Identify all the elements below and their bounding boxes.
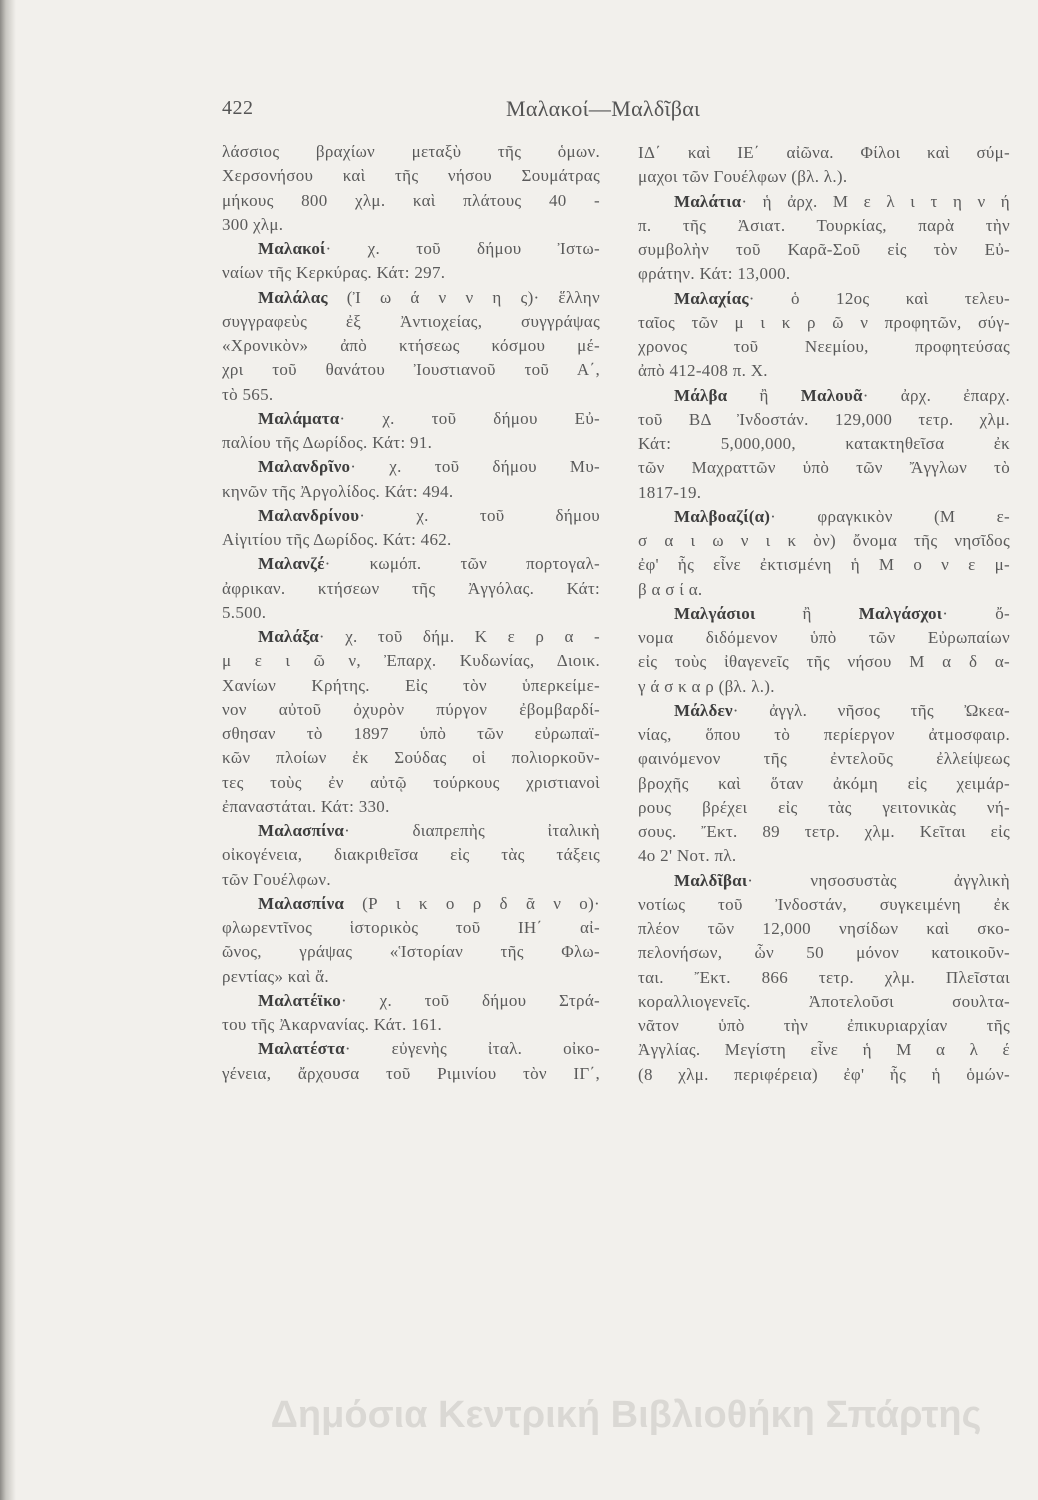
entry-line xyxy=(222,892,600,916)
text-line: «Χρονικὸν» ἀπὸ κτήσεως κόσμου μέ- xyxy=(222,336,600,355)
entry-text: ἢ xyxy=(727,385,801,405)
entry-text: · κωμόπ. τῶν πορτογαλ- xyxy=(324,554,600,574)
text-line: σ α ι ω ν ι κ ὸν) ὄνομα τῆς νησῖδος xyxy=(638,531,1010,550)
text-line: ἐπαναστάται. Κάτ: 330. xyxy=(222,796,390,816)
entry-text: · χ. τοῦ δήμου xyxy=(359,505,600,525)
text-line: πελονήσων, ὧν 50 μόνον κατοικοῦν- xyxy=(638,943,1010,963)
entry-headword: Μαλακοί xyxy=(258,239,326,258)
entry-line xyxy=(222,504,600,528)
entry-text: · χ. τοῦ δήμου Μυ- xyxy=(350,457,600,477)
text-line: μαχοι τῶν Γουέλφων (βλ. λ.). xyxy=(638,167,848,187)
text-line: μ ε ι ῶ ν, Ἐπαρχ. Κυδωνίας, Διοικ. xyxy=(222,651,600,671)
text-line: χρι τοῦ θανάτου Ἰουστιανοῦ τοῦ Α΄, xyxy=(222,360,600,380)
entry-text: · φραγκικὸν (Μ ε- xyxy=(770,506,1010,526)
text-line: β α σ ί α. xyxy=(638,579,703,599)
text-line: Χανίων Κρήτης. Εἰς τὸν ὑπερκείμε- xyxy=(222,675,600,695)
text-line: 4ο 2' Νοτ. πλ. xyxy=(638,846,737,866)
text-line: Χερσονήσου καὶ τῆς νήσου Σουμάτρας xyxy=(222,166,600,186)
entry-line xyxy=(222,237,600,261)
entry-text: · χ. τοῦ δήμου Ἰστω- xyxy=(325,239,600,258)
text-line: τὸ 565. xyxy=(222,384,274,404)
entry-line xyxy=(638,287,1010,311)
text-line: ναίων τῆς Κερκύρας. Κάτ: 297. xyxy=(222,263,446,283)
entry-headword: Μαλασπίνα xyxy=(258,893,345,913)
text-line: τῶν Μαχραττῶν ὑπὸ τῶν Ἄγγλων τὸ xyxy=(638,458,1010,478)
text-line: φλωρεντῖνος ἱστορικὸς τοῦ ΙΗ΄ αἰ- xyxy=(222,918,600,937)
entry-text: · ἡ ἀρχ. Μ ε λ ι τ η ν ή xyxy=(741,191,1010,211)
text-line: νοτίως τοῦ Ἰνδοστάν, συγκειμένη ἐκ xyxy=(638,894,1010,914)
entry-headword: Μαλγάσχοι xyxy=(858,603,943,623)
text-line: χρονος τοῦ Νεεμίου, προφητεύσας xyxy=(638,337,1010,356)
text-line: κῶν πλοίων ἐκ Σούδας οἱ πολιορκοῦν- xyxy=(222,748,600,768)
text-line: γένεια, ἄρχουσα τοῦ Ριμινίου τὸν ΙΓ΄, xyxy=(222,1063,600,1083)
text-line: παλίου τῆς Δωρίδος. Κάτ: 91. xyxy=(222,433,433,452)
entry-line xyxy=(222,455,600,479)
entry-line xyxy=(222,1037,600,1061)
text-line: ἀφρικαν. κτήσεων τῆς Ἀγγόλας. Κάτ: xyxy=(222,578,600,598)
text-line: φαινόμενον τῆς ἐντελοῦς ἐλλείψεως xyxy=(638,749,1010,769)
text-line: βροχῆς καὶ ὅταν ἀκόμη εἰς χειμάρ- xyxy=(638,773,1010,793)
entry-text: · χ. τοῦ δήμ. Κ ε ρ α - xyxy=(318,627,600,646)
entry-headword: Μάλδεν xyxy=(674,700,733,720)
text-line: πλέον τῶν 12,000 νησίδων καὶ σκο- xyxy=(638,919,1010,938)
text-line: λάσσιος βραχίων μεταξὺ τῆς ὁμων. xyxy=(222,142,600,161)
text-line: Ἀγγλίας. Μεγίστη εἶνε ἡ Μ α λ έ xyxy=(638,1040,1010,1060)
entry-headword: Μαλουᾶ xyxy=(800,385,863,405)
library-watermark: Δημόσια Κεντρική Βιβλιοθήκη Σπάρτης xyxy=(270,1394,982,1436)
text-line: νον αὐτοῦ ὀχυρὸν πύργον ἐβομβαρδί- xyxy=(222,699,600,719)
entry-line xyxy=(638,869,1010,893)
entry-line xyxy=(638,699,1010,723)
text-line: νίας, ὅπου τὸ περίεργον ἀτμοσφαιρ. xyxy=(638,725,1010,744)
entry-text: · ὁ 12ος καὶ τελευ- xyxy=(748,288,1010,308)
text-line: 1817-19. xyxy=(638,482,702,502)
entry-headword: Μαλδῖβαι xyxy=(674,870,748,890)
entry-text: (Ἰ ω ά ν ν η ς)· ἕλλην xyxy=(327,287,600,307)
entry-line xyxy=(222,625,600,649)
entry-headword: Μαλάξα xyxy=(258,627,319,646)
entry-text: · ἀρχ. ἐπαρχ. xyxy=(862,385,1010,405)
left-column xyxy=(222,140,600,1086)
entry-text: · χ. τοῦ δήμου Στρά- xyxy=(341,990,600,1010)
text-line: οἰκογένεια, διακριθεῖσα εἰς τὰς τάξεις xyxy=(222,845,600,865)
entry-line xyxy=(638,384,1010,408)
text-line: (8 χλμ. περιφέρεια) ἐφ' ἧς ἡ ὁμών- xyxy=(638,1064,1010,1084)
text-line: Αἰγιτίου τῆς Δωρίδος. Κάτ: 462. xyxy=(222,530,452,549)
entry-headword: Μαλβοαζί(α) xyxy=(674,506,771,526)
entry-text: (Ρ ι κ ο ρ δ ᾶ ν ο)· xyxy=(344,893,600,913)
entry-headword: Μαλανδρῖνο xyxy=(258,457,351,477)
running-title: Μαλακοί—Μαλδῖβαι xyxy=(506,96,701,121)
text-line: ῶνος, γράψας «Ἱστορίαν τῆς Φλω- xyxy=(222,942,600,962)
text-line: Κάτ: 5,000,000, κατακτηθεῖσα ἐκ xyxy=(638,434,1010,453)
text-line: εἰς τοὺς ἰθαγενεῖς τῆς νήσου Μ α δ α- xyxy=(638,652,1010,672)
page-number: 422 xyxy=(222,97,254,119)
entry-headword: Μαλάτια xyxy=(674,191,742,211)
text-line: γ ά σ κ α ρ (βλ. λ.). xyxy=(638,676,775,696)
entry-line xyxy=(638,602,1010,626)
entry-headword: Μαλαχίας xyxy=(674,288,749,308)
entry-headword: Μαλάλας xyxy=(258,287,328,307)
text-line: ρους βρέχει εἰς τὰς γειτονικὰς νή- xyxy=(638,797,1010,817)
entry-text: · χ. τοῦ δήμου Εὐ- xyxy=(339,408,600,428)
entry-headword: Μάλβα xyxy=(674,385,728,405)
entry-text: · νησοσυστὰς ἀγγλικὴ xyxy=(747,870,1010,890)
entry-headword: Μαλατέϊκο xyxy=(258,990,341,1010)
text-line: ταῖος τῶν μ ι κ ρ ῶ ν προφητῶν, σύγ- xyxy=(638,312,1010,332)
entry-line xyxy=(222,989,600,1013)
entry-headword: Μαλατέστα xyxy=(258,1039,345,1059)
text-line: μήκους 800 χλμ. καὶ πλάτους 40 - xyxy=(222,190,600,210)
text-line: κηνῶν τῆς Ἀργολίδος. Κάτ: 494. xyxy=(222,481,454,501)
text-line: ΙΔ΄ καὶ ΙΕ΄ αἰῶνα. Φίλοι καὶ σύμ- xyxy=(638,143,1010,162)
text-line: συμβολὴν τοῦ Καρᾶ-Σοῦ εἰς τὸν Εὐ- xyxy=(638,240,1010,259)
text-line: ἐφ' ἧς εἶνε ἐκτισμένη ἡ Μ ο ν ε μ- xyxy=(638,555,1010,575)
entry-line xyxy=(222,552,600,576)
right-column xyxy=(638,141,1010,1087)
text-line: συγγραφεὺς ἐξ Ἀντιοχείας, συγγράψας xyxy=(222,311,600,331)
entry-text: · ὄ- xyxy=(942,603,1010,623)
entry-text: · διαπρεπὴς ἰταλικὴ xyxy=(344,821,600,840)
text-line: τῶν Γουέλφων. xyxy=(222,869,331,889)
text-line: 5.500. xyxy=(222,602,267,622)
text-line: νομα διδόμενον ὑπὸ τῶν Εὐρωπαίων xyxy=(638,628,1010,647)
text-line: ται. Ἔκτ. 866 τετρ. χλμ. Πλεῖσται xyxy=(638,967,1010,987)
text-line: π. τῆς Ἀσιατ. Τουρκίας, παρὰ τὴν xyxy=(638,215,1010,235)
text-line: ρεντίας» καὶ ἄ. xyxy=(222,966,329,986)
entry-text: ἢ xyxy=(755,603,859,623)
text-line: ἀπὸ 412-408 π. Χ. xyxy=(638,361,768,381)
entry-headword: Μαλασπίνα xyxy=(258,821,345,840)
entry-line xyxy=(222,407,600,431)
text-line: τοῦ ΒΔ Ἰνδοστάν. 129,000 τετρ. χλμ. xyxy=(638,409,1010,429)
entry-line xyxy=(638,505,1010,529)
text-line: κοραλλιογενεῖς. Ἀποτελοῦσι σουλτα- xyxy=(638,991,1010,1011)
entry-line xyxy=(222,286,600,310)
text-line: σθησαν τὸ 1897 ὑπὸ τῶν εὐρωπαϊ- xyxy=(222,724,600,743)
text-line: του τῆς Ἀκαρνανίας. Κάτ. 161. xyxy=(222,1015,443,1034)
entry-text: · εὐγενὴς ἰταλ. οἰκο- xyxy=(344,1039,600,1059)
entry-line xyxy=(638,190,1010,214)
text-line: φράτην. Κάτ: 13,000. xyxy=(638,264,791,284)
entry-line xyxy=(222,819,600,843)
entry-headword: Μαλανζέ xyxy=(258,554,325,574)
entry-headword: Μαλανδρίνου xyxy=(258,505,360,525)
entry-headword: Μαλγάσιοι xyxy=(674,603,756,623)
entry-text: · ἀγγλ. νῆσος τῆς Ὠκεα- xyxy=(732,700,1010,720)
text-line: 300 χλμ. xyxy=(222,214,284,234)
entry-headword: Μαλάματα xyxy=(258,408,340,428)
text-line: νᾶτον ὑπὸ τὴν ἐπικυριαρχίαν τῆς xyxy=(638,1016,1010,1035)
text-line: τες τοὺς ἐν αὐτῷ τούρκους χριστιανοὶ xyxy=(222,772,600,792)
text-line: σους. Ἔκτ. 89 τετρ. χλμ. Κεῖται εἰς xyxy=(638,822,1010,841)
